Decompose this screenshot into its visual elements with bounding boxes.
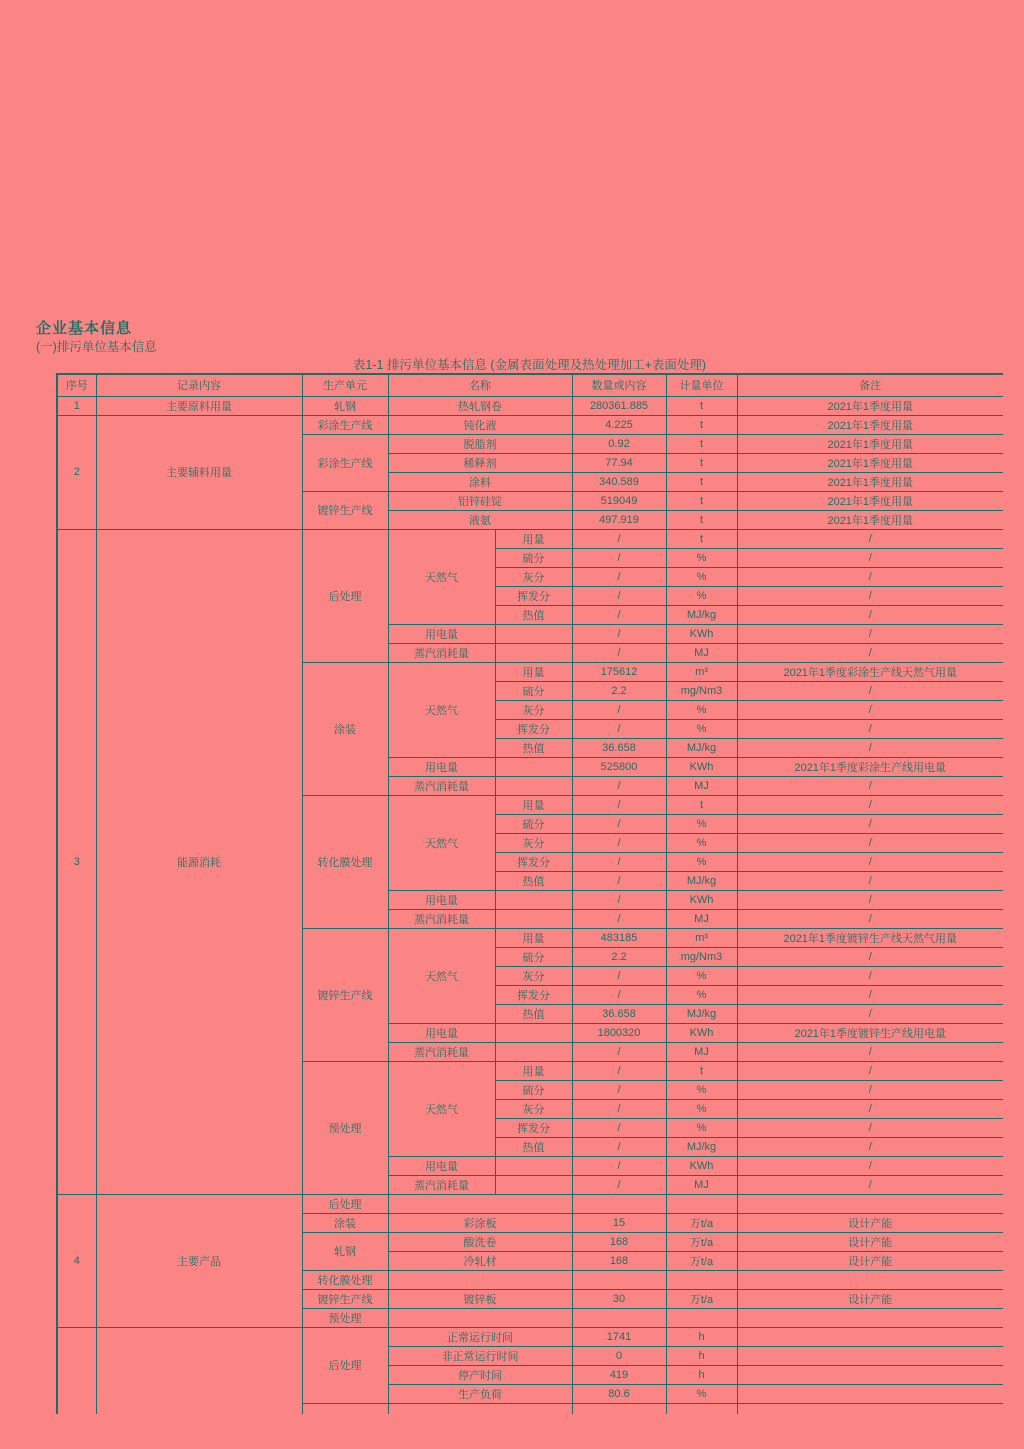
table-cell: %	[666, 852, 737, 871]
table-cell: %	[666, 814, 737, 833]
table-cell: /	[737, 624, 1003, 643]
table-cell: 万t/a	[666, 1213, 737, 1232]
table-cell: 主要辅料用量	[96, 415, 302, 529]
table-cell: 挥发分	[495, 586, 572, 605]
table-cell: MJ	[666, 1042, 737, 1061]
table-cell: t	[666, 1061, 737, 1080]
table-cell: /	[572, 567, 666, 586]
table-cell: 2021年1季度镀锌生产线用电量	[737, 1023, 1003, 1042]
table-cell: 2.2	[572, 681, 666, 700]
table-cell: /	[572, 1156, 666, 1175]
table-cell: /	[737, 1099, 1003, 1118]
table-cell: 525800	[572, 757, 666, 776]
table-cell: 天然气	[388, 1061, 495, 1156]
table-cell: 镀锌生产线	[302, 928, 388, 1061]
table-cell: 用量	[495, 1061, 572, 1080]
table-cell: 生产负荷	[388, 1384, 572, 1403]
table-cell	[388, 1270, 572, 1289]
table-cell: /	[737, 738, 1003, 757]
table-cell: 天然气	[388, 928, 495, 1023]
table-cell	[737, 1327, 1003, 1346]
table-cell: 用量	[495, 795, 572, 814]
table-cell: /	[737, 890, 1003, 909]
table-cell: 36.658	[572, 1004, 666, 1023]
table-cell: /	[572, 1099, 666, 1118]
table-cell	[737, 1346, 1003, 1365]
table-cell: 挥发分	[495, 852, 572, 871]
table-cell: 4.225	[572, 415, 666, 434]
table-cell	[572, 1403, 666, 1414]
table-cell: t	[666, 434, 737, 453]
table-cell: 蒸汽消耗量	[388, 776, 495, 795]
table-row	[57, 529, 1003, 548]
table-cell: 2021年1季度用量	[737, 415, 1003, 434]
table-cell: /	[737, 814, 1003, 833]
header-row	[57, 374, 1003, 396]
table-cell: h	[666, 1346, 737, 1365]
table-header	[57, 374, 1003, 396]
table-cell: MJ	[666, 643, 737, 662]
table-cell: t	[666, 472, 737, 491]
column-header: 备注	[737, 374, 1003, 396]
table-cell: /	[737, 1080, 1003, 1099]
table-cell: 脱脂剂	[388, 434, 572, 453]
table-cell: /	[737, 1156, 1003, 1175]
table-cell: /	[572, 852, 666, 871]
table-title: 表1-1 排污单位基本信息 (金属表面处理及热处理加工+表面处理)	[352, 358, 707, 372]
table-cell: 万t/a	[666, 1232, 737, 1251]
table-cell: /	[572, 776, 666, 795]
table-cell: 用量	[495, 662, 572, 681]
table-cell: /	[737, 833, 1003, 852]
table-cell: MJ/kg	[666, 738, 737, 757]
column-header: 名称	[388, 374, 572, 396]
table-cell: 镀锌生产线	[302, 1289, 388, 1308]
table-cell: 热值	[495, 738, 572, 757]
table-cell: 1	[57, 396, 96, 415]
table-cell: /	[572, 719, 666, 738]
table-cell: KWh	[666, 1156, 737, 1175]
table-row	[57, 396, 1003, 415]
table-cell: /	[737, 1061, 1003, 1080]
table-cell: 挥发分	[495, 1118, 572, 1137]
table-cell: %	[666, 586, 737, 605]
table-cell	[666, 1194, 737, 1213]
table-cell: t	[666, 510, 737, 529]
table-cell: 用电量	[388, 757, 495, 776]
table-cell: m³	[666, 928, 737, 947]
table-cell	[666, 1308, 737, 1327]
table-cell	[737, 1308, 1003, 1327]
table-cell: 设计产能	[737, 1232, 1003, 1251]
table-cell: %	[666, 567, 737, 586]
table-cell: 蒸汽消耗量	[388, 643, 495, 662]
table-cell: 用电量	[388, 1023, 495, 1042]
table-cell: /	[737, 719, 1003, 738]
table-cell: /	[572, 586, 666, 605]
table-cell: 转化膜处理	[302, 1270, 388, 1289]
table-cell	[495, 757, 572, 776]
table-cell: 涂料	[388, 472, 572, 491]
table-cell: /	[572, 909, 666, 928]
table-cell: 能源消耗	[96, 529, 302, 1194]
table-cell: 2021年1季度用量	[737, 510, 1003, 529]
table-cell: /	[737, 909, 1003, 928]
table-cell: /	[737, 985, 1003, 1004]
table-cell: 设计产能	[737, 1251, 1003, 1270]
table-cell: MJ/kg	[666, 871, 737, 890]
table-clip-area	[56, 373, 1003, 1414]
table-cell: 36.658	[572, 738, 666, 757]
table-cell: 主要原料用量	[96, 396, 302, 415]
table-cell: 340.589	[572, 472, 666, 491]
table-cell: /	[572, 871, 666, 890]
table-cell: 280361.885	[572, 396, 666, 415]
table-cell: 涂装	[302, 1213, 388, 1232]
table-cell: /	[572, 890, 666, 909]
table-cell: /	[572, 605, 666, 624]
table-cell: MJ	[666, 909, 737, 928]
column-header: 计量单位	[666, 374, 737, 396]
table-cell: 挥发分	[495, 985, 572, 1004]
table-cell: t	[666, 795, 737, 814]
table-cell: 蒸汽消耗量	[388, 1042, 495, 1061]
table-row	[57, 1194, 1003, 1213]
table-cell: 灰分	[495, 567, 572, 586]
table-cell: 2021年1季度用量	[737, 396, 1003, 415]
table-cell: 预处理	[302, 1308, 388, 1327]
table-cell: /	[572, 529, 666, 548]
table-cell	[495, 1156, 572, 1175]
table-cell: /	[572, 1137, 666, 1156]
table-cell: 预处理	[302, 1061, 388, 1194]
table-cell: 后处理	[302, 529, 388, 662]
table-cell: 天然气	[388, 795, 495, 890]
table-cell: 镀锌生产线	[302, 491, 388, 529]
table-cell: 2.2	[572, 947, 666, 966]
table-cell	[388, 1403, 572, 1414]
table-cell: 液氨	[388, 510, 572, 529]
table-cell: t	[666, 529, 737, 548]
table-cell: 彩涂生产线	[302, 434, 388, 491]
table-cell: 0.92	[572, 434, 666, 453]
table-cell: 轧钢	[302, 396, 388, 415]
column-header: 序号	[57, 374, 96, 396]
table-cell: 后处理	[302, 1327, 388, 1403]
table-cell: /	[572, 966, 666, 985]
table-cell: 用量	[495, 529, 572, 548]
table-cell: 175612	[572, 662, 666, 681]
table-cell: 天然气	[388, 662, 495, 757]
table-cell: KWh	[666, 890, 737, 909]
table-cell	[737, 1194, 1003, 1213]
table-cell	[495, 776, 572, 795]
section-heading: (一)排污单位基本信息	[36, 340, 157, 354]
table-cell: 168	[572, 1251, 666, 1270]
table-row	[57, 415, 1003, 434]
table-cell: 设计产能	[737, 1289, 1003, 1308]
table-cell: /	[737, 529, 1003, 548]
table-cell: 15	[572, 1213, 666, 1232]
table-cell: 停产时间	[388, 1365, 572, 1384]
table-cell: MJ	[666, 776, 737, 795]
table-cell	[666, 1270, 737, 1289]
table-cell: /	[737, 567, 1003, 586]
table-cell: t	[666, 491, 737, 510]
table-cell	[737, 1270, 1003, 1289]
table-cell: 冷轧材	[388, 1251, 572, 1270]
table-cell: 热轧钢卷	[388, 396, 572, 415]
table-cell: 30	[572, 1289, 666, 1308]
table-cell: 轧钢	[302, 1232, 388, 1270]
table-cell: 热值	[495, 605, 572, 624]
table-cell	[302, 1403, 388, 1414]
table-cell: 稀释剂	[388, 453, 572, 472]
table-cell: 酸洗卷	[388, 1232, 572, 1251]
table-cell	[666, 1403, 737, 1414]
table-cell: /	[572, 643, 666, 662]
table-cell: /	[737, 1118, 1003, 1137]
table-cell: mg/Nm3	[666, 947, 737, 966]
table-cell: 涂装	[302, 662, 388, 795]
table-cell: /	[737, 776, 1003, 795]
table-cell: /	[737, 795, 1003, 814]
table-cell: 非正常运行时间	[388, 1346, 572, 1365]
table-cell: 后处理	[302, 1194, 388, 1213]
table-cell	[737, 1365, 1003, 1384]
table-cell: 1741	[572, 1327, 666, 1346]
table-cell: /	[737, 586, 1003, 605]
table-cell	[495, 1023, 572, 1042]
table-cell: /	[737, 605, 1003, 624]
table-cell: /	[737, 1042, 1003, 1061]
table-cell: /	[572, 700, 666, 719]
table-cell: %	[666, 700, 737, 719]
table-cell: 硫分	[495, 1080, 572, 1099]
table-cell: /	[737, 1175, 1003, 1194]
table-cell: /	[572, 1042, 666, 1061]
table-cell: %	[666, 833, 737, 852]
table-cell	[495, 643, 572, 662]
table-cell	[737, 1403, 1003, 1414]
table-cell: 转化膜处理	[302, 795, 388, 928]
table-cell	[737, 1384, 1003, 1403]
table-cell: MJ/kg	[666, 605, 737, 624]
table-cell: /	[572, 624, 666, 643]
table-cell: 灰分	[495, 700, 572, 719]
table-cell: /	[737, 548, 1003, 567]
table-cell: 1800320	[572, 1023, 666, 1042]
table-cell: 彩涂生产线	[302, 415, 388, 434]
table-cell: 77.94	[572, 453, 666, 472]
table-cell: 万t/a	[666, 1251, 737, 1270]
table-cell	[96, 1327, 302, 1414]
table-cell: h	[666, 1365, 737, 1384]
table-cell: 用电量	[388, 624, 495, 643]
table-cell: t	[666, 453, 737, 472]
table-cell: 0	[572, 1346, 666, 1365]
table-cell: 2021年1季度用量	[737, 453, 1003, 472]
table-cell: /	[737, 852, 1003, 871]
table-cell: /	[737, 700, 1003, 719]
table-cell	[495, 1175, 572, 1194]
table-cell: 2021年1季度彩涂生产线天然气用量	[737, 662, 1003, 681]
table-cell: /	[737, 1137, 1003, 1156]
table-cell: 2021年1季度用量	[737, 472, 1003, 491]
table-cell: /	[572, 795, 666, 814]
table-cell	[572, 1194, 666, 1213]
table-cell: %	[666, 1118, 737, 1137]
column-header: 记录内容	[96, 374, 302, 396]
table-cell	[572, 1270, 666, 1289]
table-cell: 天然气	[388, 529, 495, 624]
table-cell: /	[572, 1080, 666, 1099]
table-cell: 硫分	[495, 681, 572, 700]
table-cell: 2021年1季度彩涂生产线用电量	[737, 757, 1003, 776]
table-cell	[495, 890, 572, 909]
table-cell: 彩涂板	[388, 1213, 572, 1232]
table-row	[57, 1327, 1003, 1346]
table-cell: 设计产能	[737, 1213, 1003, 1232]
table-cell: %	[666, 1099, 737, 1118]
table-cell: 80.6	[572, 1384, 666, 1403]
table-cell: 万t/a	[666, 1289, 737, 1308]
table-cell: 热值	[495, 1137, 572, 1156]
table-cell: 蒸汽消耗量	[388, 1175, 495, 1194]
table-cell: %	[666, 1384, 737, 1403]
table-cell	[495, 1042, 572, 1061]
table-cell: /	[572, 1118, 666, 1137]
table-cell: MJ/kg	[666, 1004, 737, 1023]
table-cell: KWh	[666, 624, 737, 643]
table-cell: 168	[572, 1232, 666, 1251]
table-cell: /	[572, 985, 666, 1004]
table-cell: 热值	[495, 871, 572, 890]
table-cell: h	[666, 1327, 737, 1346]
column-header: 生产单元	[302, 374, 388, 396]
column-header: 数量或内容	[572, 374, 666, 396]
table-cell: 挥发分	[495, 719, 572, 738]
table-cell: t	[666, 396, 737, 415]
table-cell: /	[572, 1175, 666, 1194]
table-cell: MJ	[666, 1175, 737, 1194]
table-cell: mg/Nm3	[666, 681, 737, 700]
table-cell: t	[666, 415, 737, 434]
table-cell: KWh	[666, 1023, 737, 1042]
table-cell: 用量	[495, 928, 572, 947]
table-cell: %	[666, 548, 737, 567]
table-region	[56, 357, 1003, 1414]
table-cell	[388, 1308, 572, 1327]
table-cell	[495, 909, 572, 928]
table-cell	[572, 1308, 666, 1327]
table-cell: 497.919	[572, 510, 666, 529]
table-cell: /	[737, 966, 1003, 985]
table-cell	[57, 1327, 96, 1414]
table-cell: /	[572, 1061, 666, 1080]
table-cell: 483185	[572, 928, 666, 947]
table-cell: 硫分	[495, 548, 572, 567]
table-cell: 灰分	[495, 1099, 572, 1118]
table-cell: 2021年1季度用量	[737, 434, 1003, 453]
table-cell: 硫分	[495, 814, 572, 833]
table-cell	[388, 1194, 572, 1213]
table-cell: 镀锌板	[388, 1289, 572, 1308]
table-cell: 钝化液	[388, 415, 572, 434]
table-cell: MJ/kg	[666, 1137, 737, 1156]
table-cell: 用电量	[388, 1156, 495, 1175]
table-cell: 灰分	[495, 966, 572, 985]
table-cell: 热值	[495, 1004, 572, 1023]
table-cell: /	[572, 548, 666, 567]
table-cell: 铝锌硅锭	[388, 491, 572, 510]
table-cell: 3	[57, 529, 96, 1194]
table-cell: /	[737, 1004, 1003, 1023]
table-body	[57, 396, 1003, 1414]
table-cell: 灰分	[495, 833, 572, 852]
page-title: 企业基本信息	[36, 320, 133, 337]
table-cell: /	[737, 681, 1003, 700]
table-cell: %	[666, 719, 737, 738]
table-cell: 2	[57, 415, 96, 529]
table-cell: m³	[666, 662, 737, 681]
document-header	[36, 320, 157, 355]
table-cell: 用电量	[388, 890, 495, 909]
table-cell: 2021年1季度镀锌生产线天然气用量	[737, 928, 1003, 947]
table-cell: /	[572, 814, 666, 833]
table-cell: /	[737, 871, 1003, 890]
table-cell: 正常运行时间	[388, 1327, 572, 1346]
table-cell: 硫分	[495, 947, 572, 966]
table-cell: 主要产品	[96, 1194, 302, 1327]
table-cell: /	[737, 643, 1003, 662]
table-cell: 519049	[572, 491, 666, 510]
table-cell: 419	[572, 1365, 666, 1384]
info-table	[56, 373, 1003, 1414]
table-cell: /	[737, 947, 1003, 966]
table-cell: 蒸汽消耗量	[388, 909, 495, 928]
table-cell: /	[572, 833, 666, 852]
table-cell: KWh	[666, 757, 737, 776]
table-cell: 2021年1季度用量	[737, 491, 1003, 510]
table-cell	[495, 624, 572, 643]
table-cell: %	[666, 985, 737, 1004]
table-cell: %	[666, 1080, 737, 1099]
table-cell: %	[666, 966, 737, 985]
table-cell: 4	[57, 1194, 96, 1327]
